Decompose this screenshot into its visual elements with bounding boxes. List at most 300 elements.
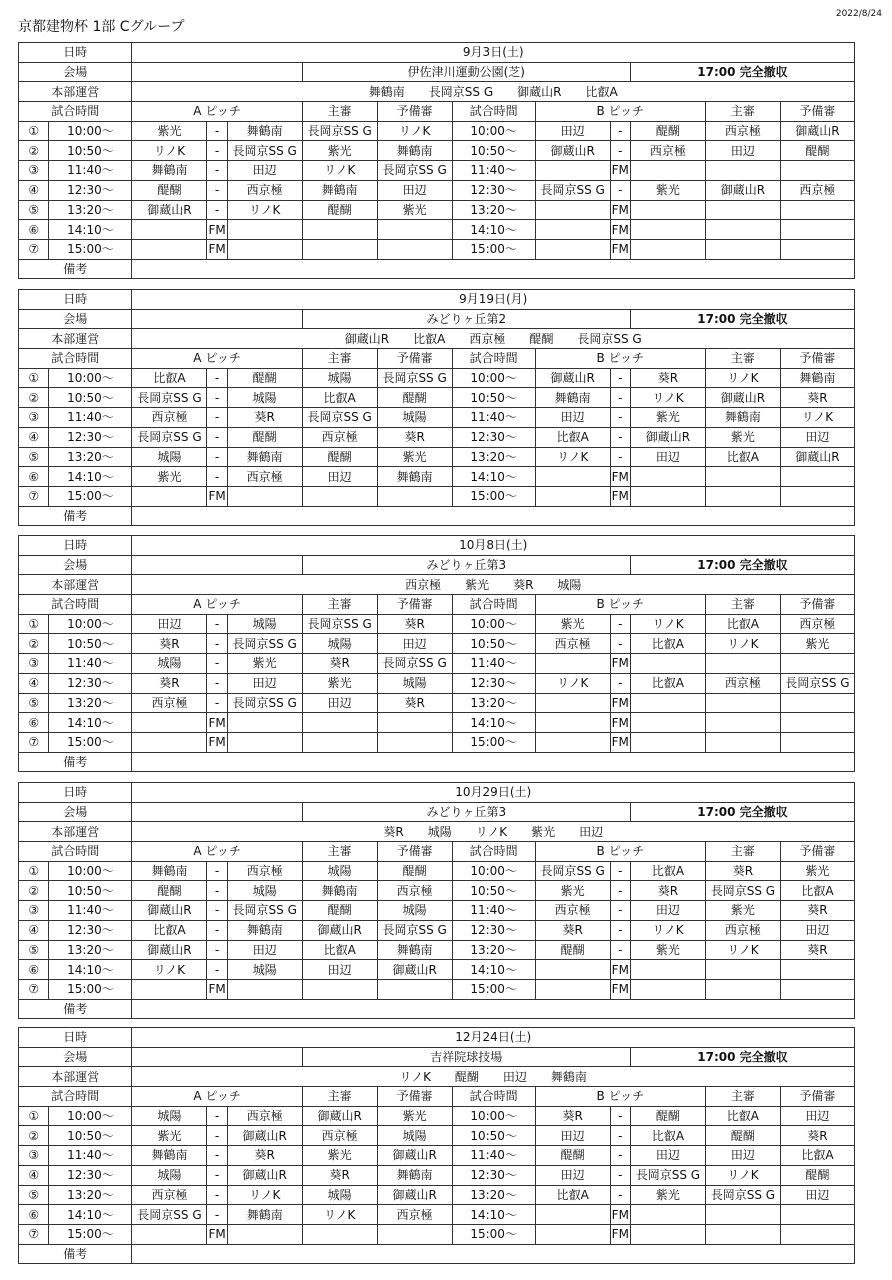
hq-teams: 葵R 城陽 リノK 紫光 田辺 bbox=[132, 822, 855, 842]
b-vs: - bbox=[610, 920, 630, 940]
schedule-table bbox=[18, 1027, 855, 1264]
b-reserve bbox=[780, 161, 854, 181]
b-reserve-header: 予備審 bbox=[780, 842, 854, 862]
a-referee: 田辺 bbox=[302, 467, 377, 487]
a-team-2: 田辺 bbox=[227, 673, 302, 693]
a-team-2 bbox=[227, 732, 302, 752]
b-team-2: 田辺 bbox=[630, 1146, 705, 1166]
b-time: 11:40～ bbox=[452, 408, 535, 428]
a-vs: - bbox=[207, 634, 227, 654]
a-team-2: 紫光 bbox=[227, 654, 302, 674]
b-reserve: 葵R bbox=[780, 1126, 854, 1146]
a-team-1 bbox=[132, 486, 207, 506]
b-reserve-header: 予備審 bbox=[780, 1087, 854, 1107]
a-vs: - bbox=[207, 447, 227, 467]
b-fm: FM bbox=[610, 979, 630, 999]
a-reserve: 舞鶴南 bbox=[377, 141, 452, 161]
b-referee: 舞鶴南 bbox=[705, 408, 780, 428]
match-number: ④ bbox=[19, 427, 49, 447]
withdrawal-time: 17:00 完全撤収 bbox=[630, 555, 854, 575]
b-pitch-header: B ピッチ bbox=[535, 102, 705, 122]
a-vs: - bbox=[207, 1185, 227, 1205]
b-reserve: 御蔵山R bbox=[780, 121, 854, 141]
a-team-1: 城陽 bbox=[132, 447, 207, 467]
a-referee: 長岡京SS G bbox=[302, 408, 377, 428]
remarks-label: 備考 bbox=[19, 999, 132, 1019]
b-fm: FM bbox=[610, 960, 630, 980]
a-team-2 bbox=[227, 220, 302, 240]
b-reserve bbox=[780, 979, 854, 999]
remarks-value bbox=[132, 752, 855, 772]
a-team-1: 御蔵山R bbox=[132, 200, 207, 220]
match-number: ① bbox=[19, 121, 49, 141]
a-vs: - bbox=[207, 161, 227, 181]
b-team-1 bbox=[535, 654, 610, 674]
round-date: 12月24日(土) bbox=[132, 1028, 855, 1048]
match-number: ③ bbox=[19, 654, 49, 674]
a-reserve: 舞鶴南 bbox=[377, 467, 452, 487]
a-team-1 bbox=[132, 220, 207, 240]
b-time: 11:40～ bbox=[452, 1146, 535, 1166]
a-team-2: 城陽 bbox=[227, 388, 302, 408]
match-number: ④ bbox=[19, 180, 49, 200]
match-row bbox=[19, 1185, 855, 1205]
venue-label: 会場 bbox=[19, 62, 132, 82]
b-reserve: 田辺 bbox=[780, 1106, 854, 1126]
a-reserve-header: 予備審 bbox=[377, 102, 452, 122]
b-time: 14:10～ bbox=[452, 220, 535, 240]
a-team-2: 葵R bbox=[227, 1146, 302, 1166]
a-reserve bbox=[377, 220, 452, 240]
b-reserve bbox=[780, 200, 854, 220]
b-reserve: 比叡A bbox=[780, 881, 854, 901]
match-number: ② bbox=[19, 141, 49, 161]
a-time: 11:40～ bbox=[49, 408, 132, 428]
a-time: 15:00～ bbox=[49, 979, 132, 999]
b-referee bbox=[705, 654, 780, 674]
a-reserve: 長岡京SS G bbox=[377, 161, 452, 181]
a-team-2: 舞鶴南 bbox=[227, 920, 302, 940]
a-team-2: 城陽 bbox=[227, 881, 302, 901]
b-vs: - bbox=[610, 1106, 630, 1126]
a-referee bbox=[302, 486, 377, 506]
match-number: ② bbox=[19, 1126, 49, 1146]
match-row bbox=[19, 634, 855, 654]
a-referee: 醍醐 bbox=[302, 901, 377, 921]
match-row bbox=[19, 388, 855, 408]
a-team-1 bbox=[132, 979, 207, 999]
b-vs: - bbox=[610, 1165, 630, 1185]
b-referee bbox=[705, 732, 780, 752]
match-row bbox=[19, 861, 855, 881]
match-time-header: 試合時間 bbox=[19, 349, 132, 369]
match-row bbox=[19, 200, 855, 220]
b-reserve bbox=[780, 693, 854, 713]
a-reserve: 長岡京SS G bbox=[377, 654, 452, 674]
a-vs: - bbox=[207, 388, 227, 408]
b-team-2 bbox=[630, 960, 705, 980]
a-vs: - bbox=[207, 940, 227, 960]
a-team-1: 舞鶴南 bbox=[132, 161, 207, 181]
a-vs: - bbox=[207, 180, 227, 200]
b-team-2 bbox=[630, 1205, 705, 1225]
venue-name: 伊佐津川運動公園(芝) bbox=[302, 62, 630, 82]
match-number: ③ bbox=[19, 1146, 49, 1166]
a-reserve-header: 予備審 bbox=[377, 842, 452, 862]
b-team-2 bbox=[630, 220, 705, 240]
b-fm: FM bbox=[610, 1205, 630, 1225]
venue-label: 会場 bbox=[19, 1047, 132, 1067]
b-reserve-header: 予備審 bbox=[780, 349, 854, 369]
venue-spacer bbox=[132, 1047, 302, 1067]
b-team-1: 田辺 bbox=[535, 1165, 610, 1185]
b-reserve: リノK bbox=[780, 408, 854, 428]
b-referee: 田辺 bbox=[705, 141, 780, 161]
a-referee: 田辺 bbox=[302, 960, 377, 980]
b-team-1: 田辺 bbox=[535, 1126, 610, 1146]
b-time: 13:20～ bbox=[452, 200, 535, 220]
match-row bbox=[19, 1146, 855, 1166]
a-team-1: 紫光 bbox=[132, 1126, 207, 1146]
a-time: 15:00～ bbox=[49, 1224, 132, 1244]
a-team-1: リノK bbox=[132, 141, 207, 161]
b-time: 13:20～ bbox=[452, 940, 535, 960]
a-team-1 bbox=[132, 1224, 207, 1244]
b-referee: 田辺 bbox=[705, 1146, 780, 1166]
a-time: 15:00～ bbox=[49, 239, 132, 259]
a-reserve: 葵R bbox=[377, 427, 452, 447]
b-reserve: 醍醐 bbox=[780, 1165, 854, 1185]
a-vs: - bbox=[207, 901, 227, 921]
round-block bbox=[18, 1027, 855, 1264]
b-team-1: 紫光 bbox=[535, 881, 610, 901]
a-referee: 醍醐 bbox=[302, 200, 377, 220]
a-vs: - bbox=[207, 1126, 227, 1146]
b-referee bbox=[705, 693, 780, 713]
a-team-2: 西京極 bbox=[227, 467, 302, 487]
b-time: 15:00～ bbox=[452, 239, 535, 259]
b-reserve: 紫光 bbox=[780, 861, 854, 881]
b-fm: FM bbox=[610, 239, 630, 259]
a-team-2: 西京極 bbox=[227, 861, 302, 881]
b-reserve bbox=[780, 239, 854, 259]
b-referee: 紫光 bbox=[705, 901, 780, 921]
match-time-header: 試合時間 bbox=[19, 102, 132, 122]
match-row bbox=[19, 1106, 855, 1126]
a-team-1 bbox=[132, 239, 207, 259]
b-team-1 bbox=[535, 220, 610, 240]
match-row bbox=[19, 220, 855, 240]
match-number: ③ bbox=[19, 408, 49, 428]
b-pitch-header: B ピッチ bbox=[535, 349, 705, 369]
hq-label: 本部運営 bbox=[19, 329, 132, 349]
b-time-header: 試合時間 bbox=[452, 595, 535, 615]
schedule-table bbox=[18, 535, 855, 772]
b-vs: - bbox=[610, 673, 630, 693]
b-team-1: 舞鶴南 bbox=[535, 388, 610, 408]
b-time: 12:30～ bbox=[452, 1165, 535, 1185]
a-vs: - bbox=[207, 654, 227, 674]
b-referee: 長岡京SS G bbox=[705, 881, 780, 901]
b-team-2 bbox=[630, 486, 705, 506]
a-vs: - bbox=[207, 200, 227, 220]
b-reserve: 西京極 bbox=[780, 180, 854, 200]
b-team-2: 葵R bbox=[630, 368, 705, 388]
a-reserve: 舞鶴南 bbox=[377, 1165, 452, 1185]
a-referee-header: 主審 bbox=[302, 102, 377, 122]
b-team-2 bbox=[630, 979, 705, 999]
b-time-header: 試合時間 bbox=[452, 1087, 535, 1107]
withdrawal-time: 17:00 完全撤収 bbox=[630, 1047, 854, 1067]
remarks-value bbox=[132, 999, 855, 1019]
b-vs: - bbox=[610, 1126, 630, 1146]
b-reserve bbox=[780, 220, 854, 240]
b-referee: 御蔵山R bbox=[705, 180, 780, 200]
a-reserve: 城陽 bbox=[377, 901, 452, 921]
b-team-2: 葵R bbox=[630, 881, 705, 901]
a-team-2: 西京極 bbox=[227, 180, 302, 200]
match-number: ② bbox=[19, 634, 49, 654]
remarks-label: 備考 bbox=[19, 259, 132, 279]
a-reserve: リノK bbox=[377, 121, 452, 141]
a-vs: - bbox=[207, 614, 227, 634]
date-label: 日時 bbox=[19, 783, 132, 803]
a-fm: FM bbox=[207, 979, 227, 999]
b-vs: - bbox=[610, 1185, 630, 1205]
a-reserve: 城陽 bbox=[377, 1126, 452, 1146]
b-team-2: 醍醐 bbox=[630, 121, 705, 141]
match-number: ⑥ bbox=[19, 1205, 49, 1225]
b-fm: FM bbox=[610, 693, 630, 713]
b-pitch-header: B ピッチ bbox=[535, 842, 705, 862]
match-row bbox=[19, 141, 855, 161]
match-time-header: 試合時間 bbox=[19, 595, 132, 615]
date-label: 日時 bbox=[19, 1028, 132, 1048]
b-team-1 bbox=[535, 693, 610, 713]
venue-name: みどりヶ丘第3 bbox=[302, 555, 630, 575]
match-number: ④ bbox=[19, 920, 49, 940]
a-team-2: 舞鶴南 bbox=[227, 1205, 302, 1225]
b-referee bbox=[705, 467, 780, 487]
withdrawal-time: 17:00 完全撤収 bbox=[630, 309, 854, 329]
b-reserve bbox=[780, 732, 854, 752]
a-reserve: 葵R bbox=[377, 614, 452, 634]
b-team-2: リノK bbox=[630, 614, 705, 634]
a-referee: 紫光 bbox=[302, 1146, 377, 1166]
venue-label: 会場 bbox=[19, 555, 132, 575]
b-time: 10:50～ bbox=[452, 388, 535, 408]
b-team-1 bbox=[535, 486, 610, 506]
hq-label: 本部運営 bbox=[19, 1067, 132, 1087]
b-reserve: 葵R bbox=[780, 388, 854, 408]
b-referee: リノK bbox=[705, 1165, 780, 1185]
a-fm: FM bbox=[207, 732, 227, 752]
b-team-2 bbox=[630, 713, 705, 733]
b-reserve-header: 予備審 bbox=[780, 595, 854, 615]
b-team-2 bbox=[630, 239, 705, 259]
match-row bbox=[19, 180, 855, 200]
match-row bbox=[19, 614, 855, 634]
b-team-2 bbox=[630, 654, 705, 674]
a-referee: 長岡京SS G bbox=[302, 121, 377, 141]
b-reserve: 紫光 bbox=[780, 634, 854, 654]
b-time: 12:30～ bbox=[452, 920, 535, 940]
b-team-1: 西京極 bbox=[535, 901, 610, 921]
b-time: 10:50～ bbox=[452, 1126, 535, 1146]
a-team-2: 舞鶴南 bbox=[227, 447, 302, 467]
a-referee: 田辺 bbox=[302, 693, 377, 713]
a-team-2 bbox=[227, 713, 302, 733]
b-reserve bbox=[780, 486, 854, 506]
a-vs: - bbox=[207, 693, 227, 713]
b-reserve: 田辺 bbox=[780, 920, 854, 940]
b-referee-header: 主審 bbox=[705, 842, 780, 862]
match-number: ⑥ bbox=[19, 713, 49, 733]
a-team-1: 西京極 bbox=[132, 693, 207, 713]
match-number: ⑦ bbox=[19, 1224, 49, 1244]
a-reserve: 紫光 bbox=[377, 447, 452, 467]
b-vs: - bbox=[610, 614, 630, 634]
b-reserve: 田辺 bbox=[780, 427, 854, 447]
round-date: 10月8日(土) bbox=[132, 536, 855, 556]
a-referee bbox=[302, 732, 377, 752]
a-team-1: 舞鶴南 bbox=[132, 861, 207, 881]
a-team-1: 城陽 bbox=[132, 1106, 207, 1126]
b-reserve: 田辺 bbox=[780, 1185, 854, 1205]
a-time: 12:30～ bbox=[49, 1165, 132, 1185]
a-team-2: 田辺 bbox=[227, 161, 302, 181]
b-team-1 bbox=[535, 960, 610, 980]
a-team-1: 長岡京SS G bbox=[132, 1205, 207, 1225]
a-team-1: 長岡京SS G bbox=[132, 427, 207, 447]
b-time: 10:00～ bbox=[452, 121, 535, 141]
b-referee: リノK bbox=[705, 368, 780, 388]
a-vs: - bbox=[207, 960, 227, 980]
match-row bbox=[19, 239, 855, 259]
round-block bbox=[18, 289, 855, 526]
b-team-2: リノK bbox=[630, 388, 705, 408]
a-reserve: 城陽 bbox=[377, 673, 452, 693]
a-referee: 比叡A bbox=[302, 940, 377, 960]
b-referee bbox=[705, 161, 780, 181]
b-team-1 bbox=[535, 200, 610, 220]
hq-teams: リノK 醍醐 田辺 舞鶴南 bbox=[132, 1067, 855, 1087]
b-reserve: 御蔵山R bbox=[780, 447, 854, 467]
a-pitch-header: A ピッチ bbox=[132, 842, 302, 862]
schedule-table bbox=[18, 289, 855, 526]
a-referee: 城陽 bbox=[302, 861, 377, 881]
a-team-1: 比叡A bbox=[132, 368, 207, 388]
b-time: 11:40～ bbox=[452, 161, 535, 181]
a-vs: - bbox=[207, 861, 227, 881]
a-referee: 城陽 bbox=[302, 1185, 377, 1205]
b-referee: 長岡京SS G bbox=[705, 1185, 780, 1205]
a-referee: リノK bbox=[302, 161, 377, 181]
b-team-2 bbox=[630, 693, 705, 713]
match-number: ⑤ bbox=[19, 940, 49, 960]
b-vs: - bbox=[610, 180, 630, 200]
a-team-2: 城陽 bbox=[227, 614, 302, 634]
b-referee: リノK bbox=[705, 634, 780, 654]
b-team-1: 比叡A bbox=[535, 1185, 610, 1205]
b-team-1: 醍醐 bbox=[535, 1146, 610, 1166]
a-reserve: 醍醐 bbox=[377, 861, 452, 881]
b-fm: FM bbox=[610, 467, 630, 487]
b-time-header: 試合時間 bbox=[452, 842, 535, 862]
a-vs: - bbox=[207, 1165, 227, 1185]
a-vs: - bbox=[207, 881, 227, 901]
a-reserve bbox=[377, 732, 452, 752]
b-referee: 醍醐 bbox=[705, 1126, 780, 1146]
a-time: 10:50～ bbox=[49, 1126, 132, 1146]
a-vs: - bbox=[207, 1146, 227, 1166]
a-referee: 御蔵山R bbox=[302, 1106, 377, 1126]
b-team-1: 醍醐 bbox=[535, 940, 610, 960]
a-team-1: 醍醐 bbox=[132, 180, 207, 200]
a-team-2: リノK bbox=[227, 200, 302, 220]
b-team-2: 紫光 bbox=[630, 1185, 705, 1205]
b-team-2: 紫光 bbox=[630, 408, 705, 428]
a-vs: - bbox=[207, 427, 227, 447]
venue-spacer bbox=[132, 62, 302, 82]
match-number: ② bbox=[19, 388, 49, 408]
a-vs: - bbox=[207, 467, 227, 487]
b-time: 12:30～ bbox=[452, 673, 535, 693]
round-block bbox=[18, 42, 855, 279]
b-time: 10:00～ bbox=[452, 1106, 535, 1126]
venue-label: 会場 bbox=[19, 802, 132, 822]
a-team-1: 紫光 bbox=[132, 121, 207, 141]
b-referee bbox=[705, 220, 780, 240]
date-label: 日時 bbox=[19, 43, 132, 63]
match-number: ⑦ bbox=[19, 979, 49, 999]
b-referee: 比叡A bbox=[705, 614, 780, 634]
a-referee bbox=[302, 979, 377, 999]
b-referee-header: 主審 bbox=[705, 102, 780, 122]
b-team-1: 紫光 bbox=[535, 614, 610, 634]
b-vs: - bbox=[610, 388, 630, 408]
b-reserve bbox=[780, 960, 854, 980]
a-time: 14:10～ bbox=[49, 467, 132, 487]
b-referee bbox=[705, 239, 780, 259]
remarks-value bbox=[132, 259, 855, 279]
a-fm: FM bbox=[207, 486, 227, 506]
match-number: ① bbox=[19, 368, 49, 388]
a-time: 13:20～ bbox=[49, 693, 132, 713]
b-time: 11:40～ bbox=[452, 901, 535, 921]
a-reserve: 紫光 bbox=[377, 1106, 452, 1126]
a-reserve: 御蔵山R bbox=[377, 1146, 452, 1166]
a-referee: 葵R bbox=[302, 1165, 377, 1185]
a-time: 13:20～ bbox=[49, 940, 132, 960]
a-referee: 紫光 bbox=[302, 673, 377, 693]
b-fm: FM bbox=[610, 732, 630, 752]
match-row bbox=[19, 979, 855, 999]
a-team-1: 西京極 bbox=[132, 1185, 207, 1205]
a-team-1: 城陽 bbox=[132, 1165, 207, 1185]
match-row bbox=[19, 467, 855, 487]
a-referee bbox=[302, 1224, 377, 1244]
a-team-1: 御蔵山R bbox=[132, 940, 207, 960]
a-team-1: 比叡A bbox=[132, 920, 207, 940]
a-team-2 bbox=[227, 1224, 302, 1244]
a-time: 15:00～ bbox=[49, 732, 132, 752]
match-number: ⑦ bbox=[19, 486, 49, 506]
b-reserve bbox=[780, 1224, 854, 1244]
b-team-1: 葵R bbox=[535, 1106, 610, 1126]
a-team-2 bbox=[227, 979, 302, 999]
a-time: 10:50～ bbox=[49, 388, 132, 408]
